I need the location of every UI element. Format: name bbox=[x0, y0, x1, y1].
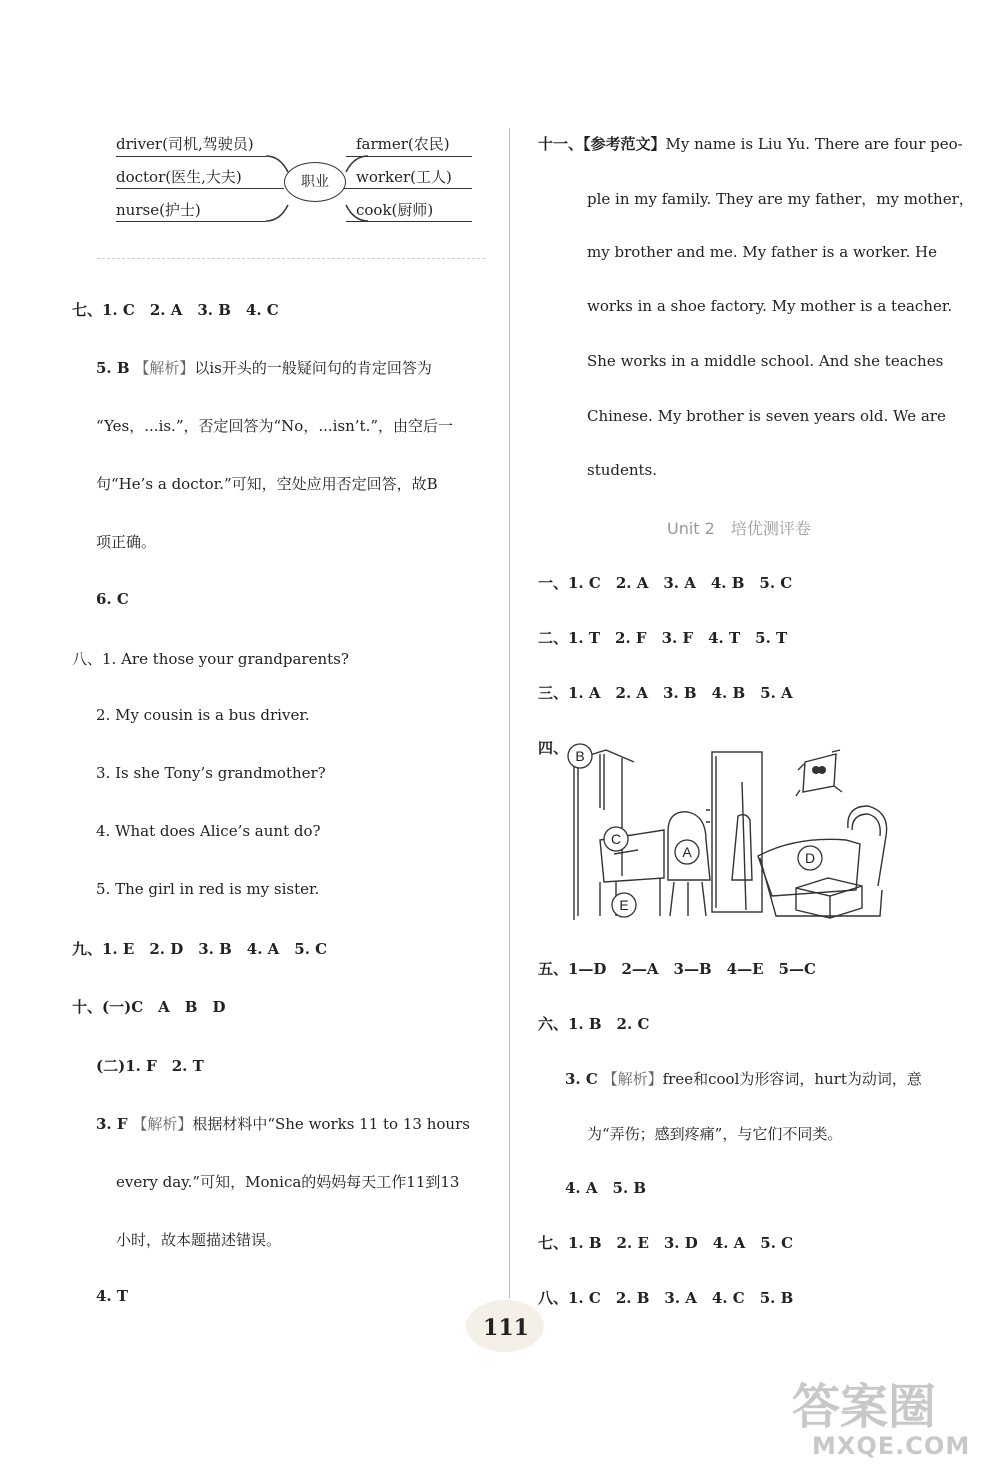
explanation-line: “Yes，...is.”，否定回答为“No，...isn’t.”，由空后一 bbox=[96, 417, 454, 435]
model-essay-line: works in a shoe factory. My mother is a teacher. bbox=[587, 297, 953, 315]
model-essay-line: students. bbox=[587, 461, 658, 479]
explanation-line: 小时，故本题描述错误。 bbox=[116, 1231, 282, 1249]
mindmap-item-cook: cook(厨师) bbox=[356, 201, 434, 219]
answer-q10-4: 4. T bbox=[96, 1287, 129, 1305]
watermark-url: MXQE.COM bbox=[812, 1432, 971, 1460]
answer-q7-line: 七、1. C 2. A 3. B 4. C bbox=[72, 301, 279, 319]
mindmap-item-worker: worker(工人) bbox=[356, 168, 452, 186]
answer-u2-s4-label: 四、 bbox=[538, 739, 569, 757]
watermark: 答案圈 bbox=[792, 1379, 937, 1435]
explanation-line: 项正确。 bbox=[96, 533, 157, 551]
answer-q8-5: 5. The girl in red is my sister. bbox=[96, 880, 320, 898]
picture-label-b: B bbox=[575, 748, 585, 764]
mindmap-center: 职业 bbox=[284, 162, 346, 202]
answer-q10-part1: 十、(一)C A B D bbox=[72, 998, 226, 1016]
answer-u2-s6-4-5: 4. A 5. B bbox=[565, 1179, 647, 1197]
answer-u2-s8: 八、1. C 2. B 3. A 4. C 5. B bbox=[538, 1289, 794, 1307]
explanation-line: every day.”可知，Monica的妈妈每天工作11到13 bbox=[116, 1173, 460, 1191]
answer-u2-s7: 七、1. B 2. E 3. D 4. A 5. C bbox=[538, 1234, 794, 1252]
answer-u2-s5: 五、1—D 2—A 3—B 4—E 5—C bbox=[538, 960, 816, 978]
answer-q8-4: 4. What does Alice’s aunt do? bbox=[96, 822, 321, 840]
bedroom-illustration bbox=[560, 740, 900, 925]
model-essay-line: She works in a middle school. And she teaches bbox=[587, 352, 944, 370]
explanation-line: 句“He’s a doctor.”可知，空处应用否定回答，故B bbox=[96, 475, 438, 493]
answer-u2-s3: 三、1. A 2. A 3. B 4. B 5. A bbox=[538, 684, 793, 702]
answer-q10-part2: (二)1. F 2. T bbox=[96, 1057, 204, 1075]
unit-title: Unit 2 培优测评卷 bbox=[667, 519, 811, 538]
picture-label-d: D bbox=[804, 850, 816, 866]
answer-q7-6: 6. C bbox=[96, 590, 129, 608]
section-divider bbox=[97, 258, 485, 259]
answer-u2-s2: 二、1. T 2. F 3. F 4. T 5. T bbox=[538, 629, 788, 647]
mindmap-item-doctor: doctor(医生,大夫) bbox=[116, 168, 242, 186]
mindmap-item-driver: driver(司机,驾驶员) bbox=[116, 135, 254, 153]
picture-label-c: C bbox=[610, 831, 622, 847]
answer-q8-2: 2. My cousin is a bus driver. bbox=[96, 706, 310, 724]
answer-q9: 九、1. E 2. D 3. B 4. A 5. C bbox=[72, 940, 328, 958]
picture-label-a: A bbox=[682, 844, 692, 860]
answer-q10-3: 3. F 【解析】根据材料中“She works 11 to 13 hours bbox=[96, 1115, 470, 1133]
picture-label-e: E bbox=[619, 897, 629, 913]
answer-u2-s6-3: 3. C 【解析】free和cool为形容词，hurt为动词，意 bbox=[565, 1070, 922, 1088]
model-essay-line: 十一、【参考范文】My name is Liu Yu. There are four peo- bbox=[538, 135, 963, 153]
column-divider bbox=[509, 128, 510, 1298]
model-essay-line: Chinese. My brother is seven years old. We are bbox=[587, 407, 946, 425]
page-number: 111 bbox=[483, 1315, 529, 1341]
answer-q8-3: 3. Is she Tony’s grandmother? bbox=[96, 764, 326, 782]
model-essay-line: my brother and me. My father is a worker. He bbox=[587, 243, 937, 261]
mindmap-item-farmer: farmer(农民) bbox=[356, 135, 450, 153]
model-essay-line: ple in my family. They are my father，my mother， bbox=[587, 190, 974, 208]
answer-u2-s6: 六、1. B 2. C bbox=[538, 1015, 650, 1033]
mindmap-item-nurse: nurse(护士) bbox=[116, 201, 201, 219]
answer-q8-1: 八、1. Are those your grandparents? bbox=[72, 650, 349, 668]
answer-u2-s1: 一、1. C 2. A 3. A 4. B 5. C bbox=[538, 574, 793, 592]
explanation-line: 为“弄伤；感到疼痛”，与它们不同类。 bbox=[587, 1125, 843, 1143]
answer-q7-5: 5. B 【解析】以is开头的一般疑问句的肯定回答为 bbox=[96, 359, 432, 377]
